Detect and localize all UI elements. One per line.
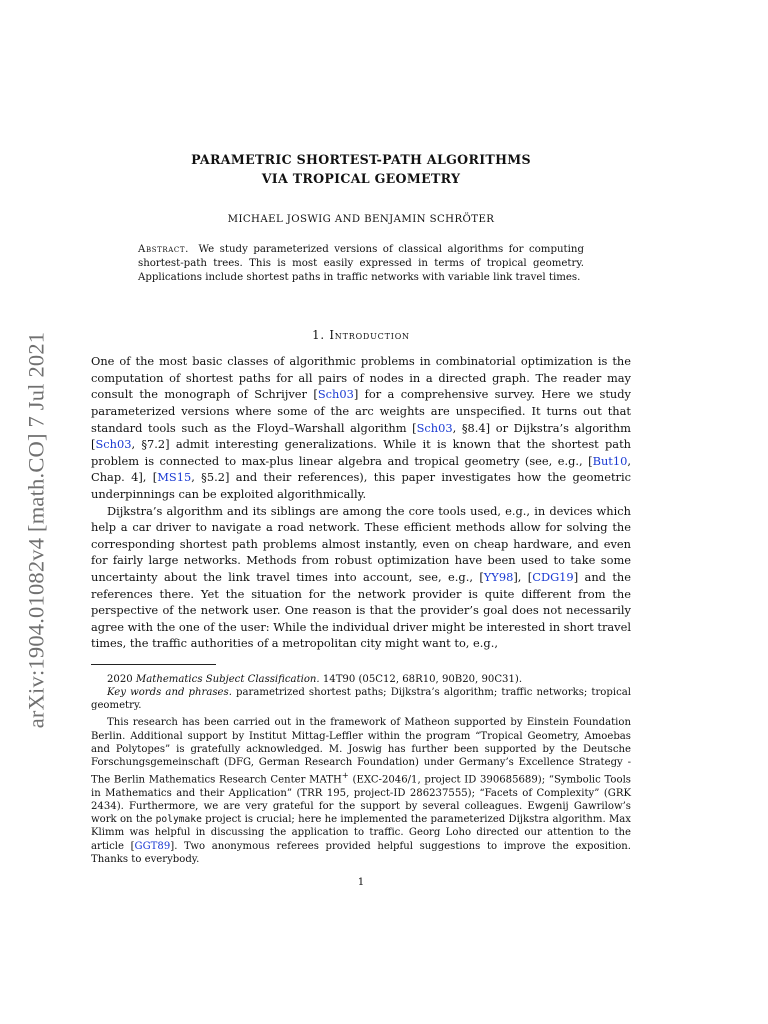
text-run: 2020 bbox=[107, 673, 136, 685]
arxiv-stamp bbox=[16, 300, 56, 760]
citation-link[interactable]: Sch03 bbox=[95, 437, 132, 452]
msc-label: Mathematics Subject Classification. bbox=[135, 673, 320, 685]
intro-paragraph-2 bbox=[91, 503, 631, 652]
text-run: parametrized shortest paths; Dijkstra’s algorithm; traffic networks; tropical geometry. bbox=[91, 687, 631, 712]
citation-link[interactable]: CDG19 bbox=[532, 569, 574, 584]
paper-page bbox=[91, 150, 631, 892]
text-run: 14T90 (05C12, 68R10, 90B20, 90C31). bbox=[319, 673, 523, 685]
citation-link[interactable]: Sch03 bbox=[416, 420, 453, 435]
text-run: , §8.4] or Dijkstra’s algorithm [ bbox=[91, 420, 631, 452]
title-line-1: PARAMETRIC SHORTEST-PATH ALGORITHMS bbox=[191, 152, 531, 167]
citation-link[interactable]: But10 bbox=[592, 453, 628, 468]
footnote-keywords bbox=[91, 686, 631, 712]
text-run: ] for a comprehensive survey. Here we study parameterized versions where some of the arc weights are unspecified. It turns out that standard tools such as the Floyd–Warshall algorithm [ bbox=[91, 387, 631, 435]
text-run: ] and the references there. Yet the situation for the network provider is quite different from the perspective of the network user. One reason is that the provider’s goal does not necessarily agree with the one of the user: While the individual driver might be interested in short travel times, the traffic authorities of a metropolitan city might want to, e.g., bbox=[91, 569, 631, 651]
superscript: + bbox=[341, 770, 349, 781]
title-line-2: VIA TROPICAL GEOMETRY bbox=[261, 171, 461, 186]
software-name: polymake bbox=[155, 814, 202, 826]
text-run: Dijkstra’s algorithm and its siblings are among the core tools used, e.g., in devices which help a car driver to navigate a road network. These efficient methods allow for solving the corresponding shortest path problems almost instantly, even on cheap hardware, and even for fairly large networks. Methods from robust optimization have been used to take some uncertainty about the link travel times into account, see, e.g., [ bbox=[91, 503, 631, 584]
page-number: 1 bbox=[357, 877, 365, 889]
text-run: (EXC-2046/1, project ID 390685689); “Symbolic Tools in Mathematics and their Application” (TRR 195, project-ID 286237555); “Facets of Complexity” (GRK 2434). Furthermore, we are very grateful for the support by several colleagues. Ewgenij Gawrilow’s work on the bbox=[91, 774, 631, 826]
text-run: project is crucial; here he implemented the parameterized Dijkstra algorithm. Max Klimm was helpful in discussing the application to traffic. Georg Loho directed our attention to the article [ bbox=[91, 814, 631, 852]
text-run: ], [ bbox=[513, 569, 533, 584]
abstract-label: Abstract. bbox=[138, 243, 189, 255]
citation-link[interactable]: MS15 bbox=[157, 470, 192, 485]
citation-link[interactable]: YY98 bbox=[483, 569, 514, 584]
section-heading: 1. Introduction bbox=[312, 327, 410, 342]
text-run: This research has been carried out in the framework of Matheon supported by Einstein Foundation Berlin. Additional support by Institut Mittag-Leffler within the program “Tropical Geometry, Amoebas and Polytopes” is gratefully acknowledged. M. Joswig has further been supported by the Deutsche Forschungsgemeinschaft (DFG, German Research Foundation) under Germany’s Excellence Strategy - The Berlin Mathematics Research Center MATH bbox=[91, 717, 631, 786]
text-run: One of the most basic classes of algorithmic problems in combinatorial optimization is the computation of shortest paths for all pairs of nodes in a directed graph. The reader may consult the monograph of Schrijver [ bbox=[91, 354, 631, 402]
citation-link[interactable]: GGT89 bbox=[134, 840, 171, 852]
footnote-divider bbox=[91, 664, 216, 665]
footnote-msc bbox=[91, 673, 631, 686]
text-run: , §5.2] and their references), this paper investigates how the geometric underpinnings can be exploited algorithmically. bbox=[91, 470, 631, 501]
paper-title bbox=[91, 150, 631, 188]
arxiv-identifier: arXiv:1904.01082v4 [math.CO] 7 Jul 2021 bbox=[23, 331, 48, 729]
abstract-text: We study parameterized versions of classical algorithms for computing shortest-path trees. This is most easily expressed in terms of tropical geometry. Applications include shortest paths in traffic networks with variable link travel times. bbox=[138, 243, 584, 283]
authors: MICHAEL JOSWIG AND BENJAMIN SCHRÖTER bbox=[227, 214, 495, 225]
intro-paragraph-1 bbox=[91, 353, 631, 502]
footnote-acknowledgements bbox=[91, 716, 631, 866]
text-run: , Chap. 4], [ bbox=[91, 453, 631, 485]
text-run: ]. Two anonymous referees provided helpful suggestions to improve the exposition. Thanks to everybody. bbox=[91, 840, 631, 865]
keywords-label: Key words and phrases. bbox=[107, 687, 232, 699]
abstract bbox=[138, 243, 584, 285]
citation-link[interactable]: Sch03 bbox=[317, 387, 354, 402]
text-run: , §7.2] admit interesting generalizations. While it is known that the shortest path problem is connected to max-plus linear algebra and tropical geometry (see, e.g., [ bbox=[91, 437, 631, 468]
